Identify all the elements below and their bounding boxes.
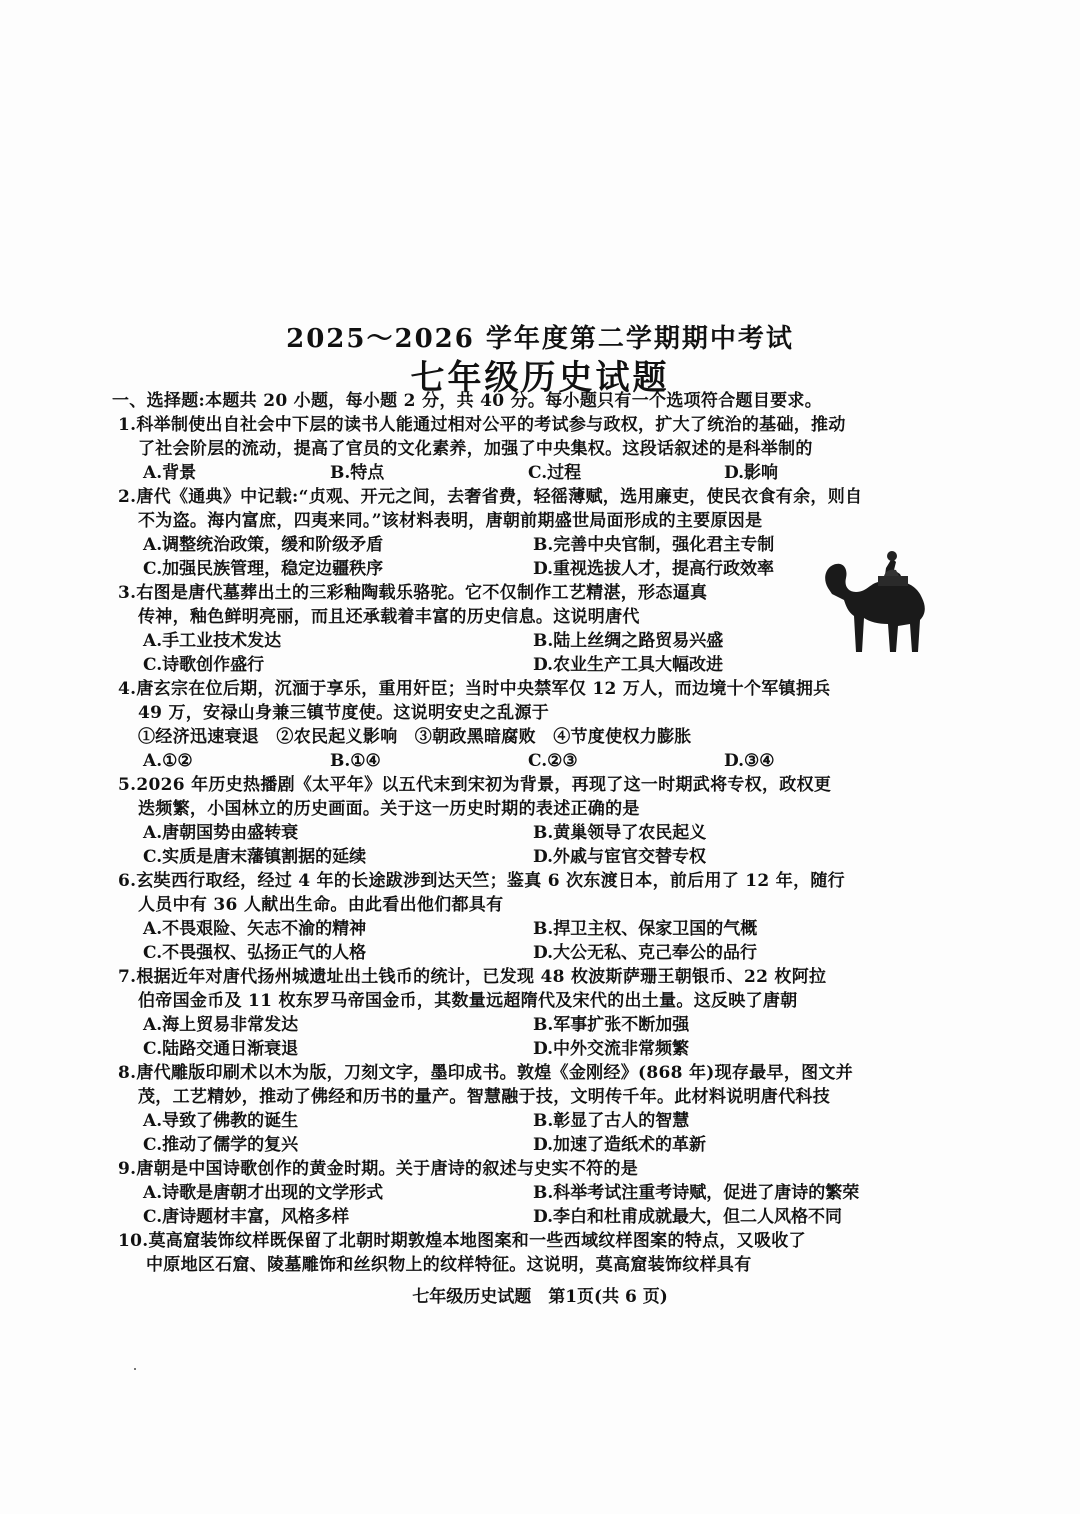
q5-option: A.唐朝国势由盛转衰 <box>143 823 299 843</box>
q9-option: C.唐诗题材丰富，风格多样 <box>143 1207 350 1227</box>
q7-option: C.陆路交通日渐衰退 <box>143 1039 299 1059</box>
q4-sub-items: ①经济迅速衰退 ②农民起义影响 ③朝政黑暗腐败 ④节度使权力膨胀 <box>138 727 692 747</box>
q4-stem-line: 49 万，安禄山身兼三镇节度使。这说明安史之乱源于 <box>138 703 550 723</box>
q2-option: C.加强民族管理，稳定边疆秩序 <box>143 559 384 579</box>
q1-option: D.影响 <box>724 463 779 483</box>
q9-option: A.诗歌是唐朝才出现的文学形式 <box>143 1183 384 1203</box>
q5-option: D.外戚与宦官交替专权 <box>533 847 707 867</box>
q7-stem-line: 伯帝国金币及 11 枚东罗马帝国金币，其数量远超隋代及宋代的出土量。这反映了唐朝 <box>138 991 798 1011</box>
q2-stem-line: 不为盗。海内富庶，四夷来同。”该材料表明，唐朝前期盛世局面形成的主要原因是 <box>138 511 763 531</box>
q9-stem-line: 9.唐朝是中国诗歌创作的黄金时期。关于唐诗的叙述与史实不符的是 <box>118 1159 639 1179</box>
q8-option: B.彰显了古人的智慧 <box>533 1111 690 1131</box>
q3-option: A.手工业技术发达 <box>143 631 282 651</box>
q1-stem-line: 1.科举制使出自社会中下层的读书人能通过相对公平的考试参与政权，扩大了统治的基础，推动 <box>118 415 846 435</box>
q3-stem-line: 3.右图是唐代墓葬出土的三彩釉陶载乐骆驼。它不仅制作工艺精湛，形态逼真 <box>118 583 708 603</box>
q10-stem-line: 10.莫高窟装饰纹样既保留了北朝时期敦煌本地图案和一些西域纹样图案的特点，又吸收了 <box>118 1231 806 1251</box>
q1-option: A.背景 <box>143 463 197 483</box>
camel-figurine-icon <box>818 548 940 660</box>
q4-option: C.②③ <box>528 751 578 771</box>
q8-stem-line: 8.唐代雕版印刷术以木为版，刀刻文字，墨印成书。敦煌《金刚经》(868 年)现存最早，图文并 <box>118 1063 854 1083</box>
q8-stem-line: 茂，工艺精妙，推动了佛经和历书的量产。智慧融于技，文明传千年。此材料说明唐代科技 <box>138 1087 830 1107</box>
q2-option: D.重视选拔人才，提高行政效率 <box>533 559 775 579</box>
q4-option: B.①④ <box>330 751 381 771</box>
page-footer: 七年级历史试题 第1页(共 6 页) <box>412 1287 668 1307</box>
q5-stem-line: 5.2026 年历史热播剧《太平年》以五代末到宋初为背景，再现了这一时期武将专权，政权更 <box>118 775 832 795</box>
q4-stem-line: 4.唐玄宗在位后期，沉湎于享乐，重用奸臣；当时中央禁军仅 12 万人，而边境十个军镇拥兵 <box>118 679 831 699</box>
exam-title: 2025～2026 学年度第二学期期中考试 <box>286 324 794 354</box>
q3-option: B.陆上丝绸之路贸易兴盛 <box>533 631 724 651</box>
q2-stem-line: 2.唐代《通典》中记载:“贞观、开元之间，去奢省费，轻徭薄赋，选用廉吏，使民衣食有余，则自 <box>118 487 863 507</box>
q6-option: C.不畏强权、弘扬正气的人格 <box>143 943 367 963</box>
subject-title: 七年级历史试题 <box>410 358 670 398</box>
section-header: 一、选择题:本题共 20 小题，每小题 2 分，共 40 分。每小题只有一个选项符合题目要求。 <box>112 391 823 411</box>
q3-stem-line: 传神，釉色鲜明亮丽，而且还承载着丰富的历史信息。这说明唐代 <box>138 607 640 627</box>
q7-option: D.中外交流非常频繁 <box>533 1039 690 1059</box>
q6-stem-line: 人员中有 36 人献出生命。由此看出他们都具有 <box>138 895 504 915</box>
q6-option: A.不畏艰险、矢志不渝的精神 <box>143 919 367 939</box>
q3-option: C.诗歌创作盛行 <box>143 655 265 675</box>
q8-option: D.加速了造纸术的革新 <box>533 1135 707 1155</box>
q4-option: A.①② <box>143 751 193 771</box>
q9-option: B.科举考试注重考诗赋，促进了唐诗的繁荣 <box>533 1183 860 1203</box>
q7-stem-line: 7.根据近年对唐代扬州城遗址出土钱币的统计，已发现 48 枚波斯萨珊王朝银币、22 枚阿拉 <box>118 967 827 987</box>
q3-option: D.农业生产工具大幅改进 <box>533 655 724 675</box>
q5-stem-line: 迭频繁，小国林立的历史画面。关于这一历史时期的表述正确的是 <box>138 799 640 819</box>
q4-option: D.③④ <box>724 751 775 771</box>
q7-option: A.海上贸易非常发达 <box>143 1015 299 1035</box>
q1-stem-line: 了社会阶层的流动，提高了官员的文化素养，加强了中央集权。这段话叙述的是科举制的 <box>138 439 813 459</box>
q5-option: C.实质是唐末藩镇割据的延续 <box>143 847 367 867</box>
q2-option: A.调整统治政策，缓和阶级矛盾 <box>143 535 384 555</box>
q7-option: B.军事扩张不断加强 <box>533 1015 690 1035</box>
q1-option: C.过程 <box>528 463 582 483</box>
q8-option: C.推动了儒学的复兴 <box>143 1135 299 1155</box>
q1-option: B.特点 <box>330 463 385 483</box>
scan-speck <box>134 1368 136 1370</box>
q6-stem-line: 6.玄奘西行取经，经过 4 年的长途跋涉到达天竺；鉴真 6 次东渡日本，前后用了 12 年，随行 <box>118 871 845 891</box>
q2-option: B.完善中央官制，强化君主专制 <box>533 535 775 555</box>
q6-option: D.大公无私、克己奉公的品行 <box>533 943 758 963</box>
q6-option: B.捍卫主权、保家卫国的气概 <box>533 919 758 939</box>
q5-option: B.黄巢领导了农民起义 <box>533 823 707 843</box>
q8-option: A.导致了佛教的诞生 <box>143 1111 299 1131</box>
q9-option: D.李白和杜甫成就最大，但二人风格不同 <box>533 1207 843 1227</box>
q10-stem-line: 中原地区石窟、陵墓雕饰和丝织物上的纹样特征。这说明，莫高窟装饰纹样具有 <box>146 1255 752 1275</box>
